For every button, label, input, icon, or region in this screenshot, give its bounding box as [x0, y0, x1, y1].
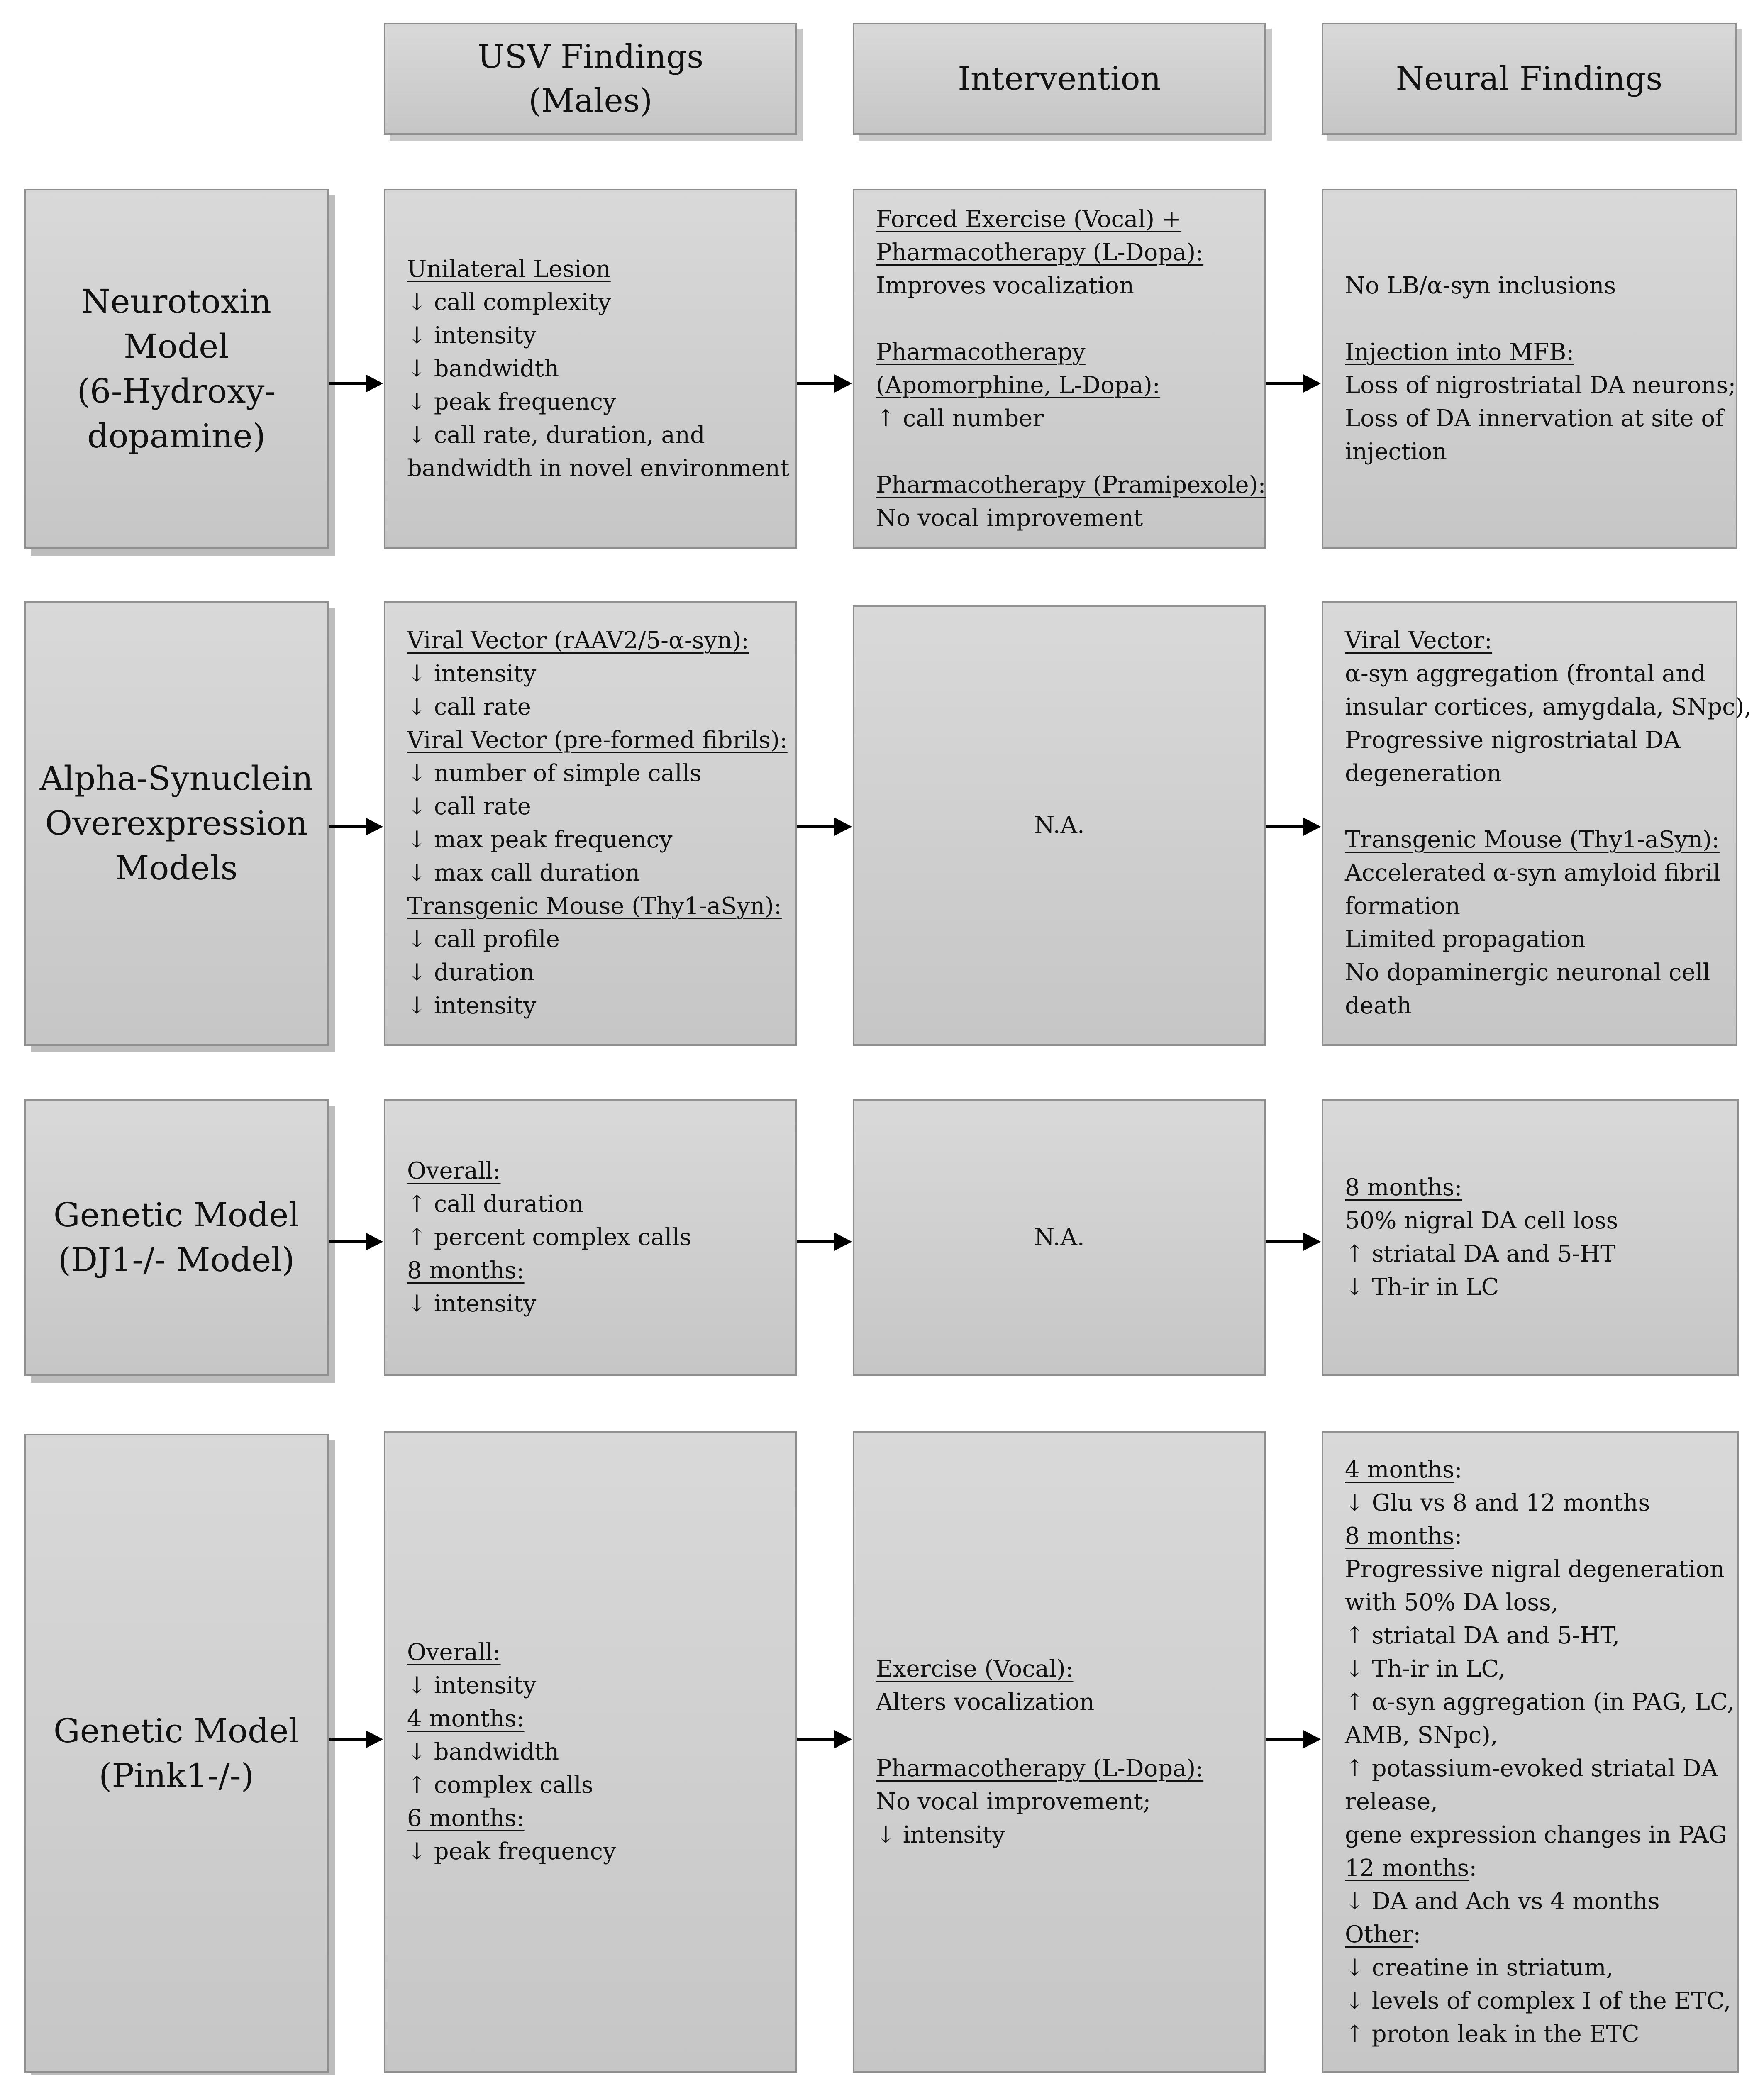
- finding-heading: Pharmacotherapy (L-Dopa):: [876, 239, 1204, 266]
- finding-heading: Overall:: [407, 1157, 501, 1184]
- model-label-line: Neurotoxin: [81, 282, 271, 321]
- header-neural-label: Neural Findings: [1396, 60, 1663, 98]
- finding-line: [407, 1221, 774, 1254]
- header-usv-line-2: (Males): [528, 82, 653, 120]
- finding-text: ↓ creatine in striatum,: [1345, 1954, 1614, 1981]
- finding-line: [407, 790, 774, 823]
- finding-line: [407, 757, 774, 790]
- finding-line: [407, 286, 774, 319]
- finding-line: [407, 1636, 774, 1669]
- intervention-alpha-synuclein: [853, 605, 1266, 1046]
- finding-text: ↓ Th-ir in LC: [1345, 1274, 1499, 1301]
- finding-text: ↑ α-syn aggregation (in PAG, LC,: [1345, 1688, 1735, 1716]
- finding-heading: Viral Vector (rAAV2/5-α-syn):: [407, 627, 749, 654]
- finding-line: [1345, 989, 1714, 1023]
- neural-findings-pink1: [1322, 1431, 1739, 2073]
- finding-text: ↓ intensity: [407, 1290, 537, 1317]
- finding-text: Progressive nigrostriatal DA: [1345, 727, 1681, 754]
- finding-line: [1345, 857, 1720, 890]
- arrow-icon: [1266, 1738, 1305, 1741]
- finding-heading: 6 months:: [407, 1804, 525, 1832]
- finding-heading-colon: :: [1413, 1921, 1421, 1948]
- arrow-icon: [1266, 825, 1305, 828]
- finding-text: insular cortices, amygdala, SNpc),: [1345, 693, 1752, 720]
- finding-text: release,: [1345, 1788, 1438, 1815]
- finding-line: [407, 1669, 774, 1702]
- finding-heading: Forced Exercise (Vocal) +: [876, 206, 1181, 233]
- finding-heading-colon: :: [1454, 1456, 1462, 1483]
- finding-line: [407, 923, 774, 956]
- finding-text: Accelerated α-syn amyloid fibril: [1345, 859, 1720, 886]
- finding-text: ↓ intensity: [407, 1672, 537, 1699]
- finding-text: ↓ bandwidth: [407, 355, 559, 382]
- finding-text: No vocal improvement: [876, 505, 1143, 532]
- finding-heading: Exercise (Vocal):: [876, 1655, 1074, 1682]
- finding-line: [1345, 1785, 1715, 1819]
- finding-text: ↑ complex calls: [407, 1771, 593, 1799]
- finding-line: [1345, 1653, 1715, 1686]
- finding-line: [1345, 624, 1714, 657]
- finding-line: [407, 724, 788, 757]
- model-label-line: dopamine): [87, 417, 266, 455]
- finding-text: ↑ potassium-evoked striatal DA: [1345, 1755, 1718, 1782]
- intervention-neurotoxin: [853, 189, 1266, 549]
- finding-text: ↓ levels of complex I of the ETC,: [1345, 1987, 1731, 2014]
- finding-text: ↓ intensity: [876, 1821, 1005, 1848]
- finding-line: [1345, 1271, 1715, 1304]
- finding-line: [1345, 1852, 1715, 1885]
- finding-line: [1345, 1985, 1731, 2018]
- finding-line: [407, 1287, 774, 1321]
- arrow-icon: [329, 1240, 367, 1243]
- finding-text: gene expression changes in PAG: [1345, 1821, 1727, 1848]
- finding-text: ↓ duration: [407, 959, 534, 986]
- finding-line: [1345, 269, 1714, 303]
- intervention-pink1: [853, 1431, 1266, 2073]
- finding-line: [1345, 657, 1714, 691]
- finding-text: ↑ call duration: [407, 1191, 584, 1218]
- finding-line: [876, 469, 1266, 502]
- header-usv-line-1: USV Findings: [477, 38, 704, 76]
- finding-heading: 4 months: [1345, 1456, 1454, 1483]
- finding-line: [407, 352, 774, 386]
- finding-line: [876, 236, 1243, 269]
- finding-text: ↓ max peak frequency: [407, 826, 673, 853]
- finding-heading: Pharmacotherapy: [876, 339, 1086, 366]
- finding-line: [407, 1155, 774, 1188]
- finding-line: [876, 1819, 1243, 1852]
- finding-heading-colon: :: [1469, 1854, 1477, 1882]
- finding-line: [407, 890, 782, 923]
- usv-findings-pink1: [384, 1431, 797, 2073]
- model-label-line: (DJ1-/- Model): [58, 1240, 295, 1279]
- finding-text: No vocal improvement;: [876, 1788, 1151, 1815]
- finding-text: degeneration: [1345, 760, 1502, 787]
- finding-text: ↓ call complexity: [407, 289, 611, 316]
- finding-line: [407, 319, 774, 352]
- finding-heading: Transgenic Mouse (Thy1-aSyn):: [1345, 826, 1720, 853]
- finding-line: [1345, 1686, 1735, 1719]
- finding-line: [407, 989, 774, 1023]
- finding-line: [1345, 1885, 1715, 1918]
- finding-text: ↓ peak frequency: [407, 388, 616, 415]
- model-label-line: Overexpression: [45, 804, 308, 842]
- finding-line: [876, 336, 1243, 369]
- finding-line: [876, 1752, 1243, 1785]
- line-spacer: [876, 435, 1243, 469]
- neural-findings-dj1: [1322, 1099, 1739, 1376]
- finding-text: Limited propagation: [1345, 926, 1586, 953]
- finding-text: ↓ call rate: [407, 793, 531, 820]
- finding-text: ↑ percent complex calls: [407, 1224, 692, 1251]
- intervention-dj1: [853, 1099, 1266, 1376]
- finding-heading: Other: [1345, 1921, 1413, 1948]
- finding-line: [407, 1188, 774, 1221]
- model-label-line: Models: [115, 849, 238, 887]
- finding-line: [1345, 1171, 1715, 1204]
- finding-line: [1345, 369, 1736, 402]
- finding-line: [876, 1785, 1243, 1819]
- finding-text: Progressive nigral degeneration: [1345, 1555, 1725, 1583]
- finding-line: [876, 502, 1243, 535]
- line-spacer: [1345, 790, 1714, 823]
- finding-heading: (Apomorphine, L-Dopa):: [876, 372, 1160, 399]
- finding-line: [1345, 1752, 1718, 1785]
- finding-line: [1034, 1221, 1084, 1254]
- finding-line: [1345, 724, 1714, 757]
- finding-text: No dopaminergic neuronal cell: [1345, 959, 1710, 986]
- finding-text: ↓ Th-ir in LC,: [1345, 1655, 1506, 1682]
- model-label-dj1: [24, 1099, 329, 1376]
- header-intervention: [853, 23, 1266, 135]
- finding-line: [407, 857, 774, 890]
- finding-line: [407, 1254, 774, 1287]
- finding-line: [407, 624, 774, 657]
- model-label-line: (Pink1-/-): [99, 1756, 254, 1795]
- finding-line: [876, 203, 1243, 236]
- arrow-icon: [797, 825, 836, 828]
- model-label-line: Genetic Model: [53, 1196, 300, 1234]
- finding-text: 50% nigral DA cell loss: [1345, 1207, 1618, 1234]
- arrow-icon: [1266, 1240, 1305, 1243]
- usv-findings-dj1: [384, 1099, 797, 1376]
- finding-line: [876, 402, 1243, 435]
- finding-heading: Viral Vector:: [1345, 627, 1492, 654]
- finding-line: [1345, 1520, 1715, 1553]
- finding-line: [407, 452, 790, 485]
- finding-text: ↓ intensity: [407, 322, 537, 349]
- finding-text: No LB/α-syn inclusions: [1345, 272, 1616, 299]
- finding-line: [1345, 890, 1714, 923]
- line-spacer: [1345, 303, 1714, 336]
- finding-line: [1345, 1719, 1715, 1752]
- arrow-icon: [329, 1738, 367, 1741]
- arrow-icon: [1266, 382, 1305, 385]
- finding-text: AMB, SNpc),: [1345, 1721, 1498, 1749]
- finding-line: [1345, 2018, 1715, 2051]
- neural-findings-alpha-synuclein: [1322, 601, 1752, 1046]
- finding-line: [407, 1835, 774, 1868]
- finding-line: [876, 1686, 1243, 1719]
- finding-text: ↓ call rate, duration, and: [407, 422, 705, 449]
- model-label-line: Alpha-Synuclein: [39, 759, 313, 798]
- model-label-pink1: [24, 1434, 329, 2073]
- finding-text: N.A.: [1034, 1224, 1085, 1251]
- finding-line: [407, 956, 774, 989]
- finding-text: death: [1345, 992, 1412, 1019]
- line-spacer: [876, 1719, 1243, 1752]
- finding-line: [1345, 336, 1714, 369]
- finding-line: [876, 269, 1243, 303]
- arrow-icon: [329, 382, 367, 385]
- finding-text: bandwidth in novel environment: [407, 455, 790, 482]
- finding-text: N.A.: [1034, 812, 1085, 839]
- usv-findings-alpha-synuclein: [384, 601, 797, 1046]
- finding-heading: 4 months:: [407, 1705, 525, 1732]
- model-label-neurotoxin: [24, 189, 329, 549]
- finding-heading: 12 months: [1345, 1854, 1469, 1882]
- finding-line: [876, 369, 1243, 402]
- finding-line: [407, 419, 774, 452]
- finding-line: [407, 386, 774, 419]
- finding-line: [1345, 956, 1714, 989]
- finding-text: ↑ striatal DA and 5-HT,: [1345, 1622, 1620, 1649]
- finding-heading: Transgenic Mouse (Thy1-aSyn):: [407, 893, 782, 920]
- finding-text: injection: [1345, 438, 1447, 465]
- finding-line: [407, 823, 774, 857]
- finding-text: ↓ call profile: [407, 926, 560, 953]
- finding-text: Improves vocalization: [876, 272, 1134, 299]
- finding-line: [1345, 1586, 1715, 1619]
- finding-heading: Overall:: [407, 1638, 501, 1666]
- finding-heading: 8 months:: [1345, 1174, 1462, 1201]
- finding-line: [1345, 1819, 1727, 1852]
- finding-line: [407, 657, 774, 691]
- finding-text: Loss of nigrostriatal DA neurons;: [1345, 372, 1736, 399]
- finding-line: [1345, 757, 1714, 790]
- finding-heading: 8 months: [1345, 1522, 1454, 1550]
- finding-line: [407, 253, 774, 286]
- arrow-icon: [797, 1738, 836, 1741]
- finding-text: Loss of DA innervation at site of: [1345, 405, 1724, 432]
- finding-line: [407, 1736, 774, 1769]
- finding-text: Alters vocalization: [876, 1688, 1095, 1716]
- finding-line: [1345, 1951, 1715, 1985]
- finding-text: ↓ Glu vs 8 and 12 months: [1345, 1489, 1650, 1516]
- arrow-icon: [797, 382, 836, 385]
- finding-heading: Viral Vector (pre-formed fibrils):: [407, 727, 788, 754]
- finding-line: [876, 1653, 1243, 1686]
- header-neural-findings: [1322, 23, 1737, 135]
- line-spacer: [876, 303, 1243, 336]
- finding-text: α-syn aggregation (frontal and: [1345, 660, 1706, 687]
- neural-findings-neurotoxin: [1322, 189, 1737, 549]
- finding-line: [1345, 691, 1752, 724]
- finding-text: ↑ proton leak in the ETC: [1345, 2020, 1640, 2048]
- finding-line: [1345, 435, 1714, 469]
- finding-line: [407, 691, 774, 724]
- finding-text: ↓ number of simple calls: [407, 760, 702, 787]
- model-label-line: Model: [123, 327, 229, 366]
- finding-line: [1345, 1918, 1715, 1951]
- finding-text: ↑ striatal DA and 5-HT: [1345, 1240, 1616, 1267]
- finding-line: [1345, 1204, 1715, 1238]
- model-label-line: Genetic Model: [53, 1711, 300, 1750]
- finding-line: [407, 1769, 774, 1802]
- finding-heading-colon: :: [1454, 1522, 1462, 1550]
- finding-line: [407, 1702, 774, 1736]
- finding-text: ↓ peak frequency: [407, 1838, 616, 1865]
- finding-line: [1345, 402, 1724, 435]
- finding-heading: Unilateral Lesion: [407, 256, 611, 283]
- header-intervention-label: Intervention: [958, 60, 1161, 98]
- finding-line: [1345, 1238, 1715, 1271]
- finding-heading: Pharmacotherapy (L-Dopa):: [876, 1755, 1204, 1782]
- finding-text: with 50% DA loss,: [1345, 1589, 1559, 1616]
- finding-text: ↓ call rate: [407, 693, 531, 720]
- usv-findings-neurotoxin: [384, 189, 797, 549]
- finding-line: [1345, 923, 1714, 956]
- finding-heading: Pharmacotherapy (Pramipexole):: [876, 471, 1266, 498]
- model-label-alpha-synuclein: [24, 601, 329, 1046]
- finding-text: formation: [1345, 893, 1460, 920]
- finding-text: ↓ max call duration: [407, 859, 640, 886]
- finding-line: [407, 1802, 774, 1835]
- finding-line: [1345, 1487, 1715, 1520]
- finding-line: [1345, 1619, 1715, 1653]
- arrow-icon: [329, 825, 367, 828]
- finding-heading: 8 months:: [407, 1257, 525, 1284]
- header-usv-findings: [384, 23, 797, 135]
- finding-text: ↑ call number: [876, 405, 1044, 432]
- model-label-line: (6-Hydroxy-: [77, 372, 276, 410]
- finding-line: [1345, 823, 1720, 857]
- finding-heading: Injection into MFB:: [1345, 339, 1574, 366]
- finding-text: ↓ intensity: [407, 660, 537, 687]
- finding-text: ↓ intensity: [407, 992, 537, 1019]
- finding-line: [1345, 1553, 1725, 1586]
- finding-text: ↓ DA and Ach vs 4 months: [1345, 1887, 1660, 1915]
- finding-line: [1345, 1453, 1715, 1487]
- finding-line: [1034, 809, 1084, 842]
- arrow-icon: [797, 1240, 836, 1243]
- finding-text: ↓ bandwidth: [407, 1738, 559, 1765]
